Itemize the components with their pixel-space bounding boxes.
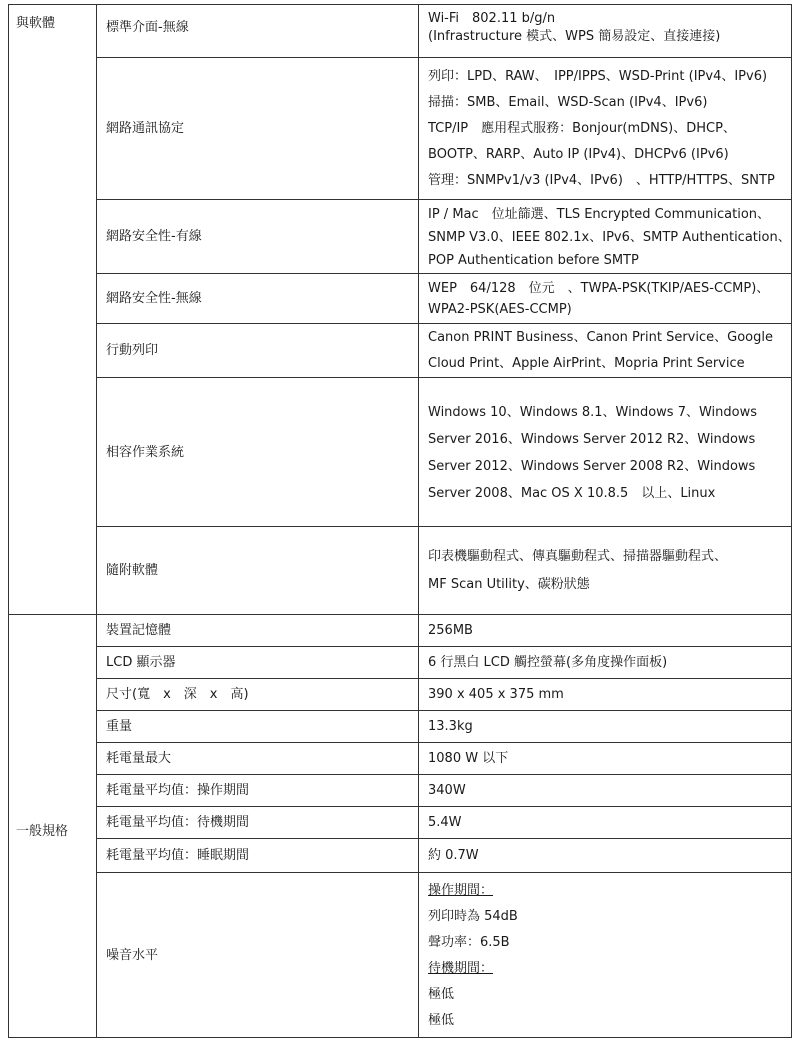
row-value	[418, 711, 792, 743]
table-row	[96, 710, 792, 743]
row-value	[418, 679, 792, 711]
table-row	[96, 872, 792, 1039]
value-line: POP Authentication before SMTP	[428, 252, 639, 268]
value-line: Server 2008、Mac OS X 10.8.5 以上、Linux	[428, 485, 716, 501]
table-row	[96, 774, 792, 807]
row-value	[418, 527, 792, 615]
value-line: WPA2-PSK(AES-CCMP)	[428, 302, 572, 317]
row-value	[418, 200, 792, 274]
table-row	[96, 323, 792, 378]
row-label: 噪音水平	[106, 948, 159, 963]
table-row	[96, 678, 792, 711]
row-label: 耗電量平均值：操作期間	[106, 783, 250, 798]
value-line: 6 行黑白 LCD 觸控螢幕(多角度操作面板)	[428, 655, 668, 670]
value-line: 1080 W 以下	[428, 751, 509, 766]
row-label: 網路安全性-有線	[106, 229, 202, 244]
value-line: Server 2016、Windows Server 2012 R2、Windows	[428, 431, 756, 447]
section-divider	[8, 614, 96, 615]
value-line: Windows 10、Windows 8.1、Windows 7、Windows	[428, 404, 758, 420]
value-line: 管理：SNMPv1/v3 (IPv4、IPv6) 、HTTP/HTTPS、SNTP	[428, 173, 775, 188]
row-label: 網路安全性-無線	[106, 291, 202, 306]
value-line: 印表機驅動程式、傳真驅動程式、掃描器驅動程式、	[428, 549, 728, 564]
table-row	[96, 838, 792, 873]
value-line: 極低	[428, 987, 455, 1002]
value-line: MF Scan Utility、碳粉狀態	[428, 577, 590, 592]
value-line: 列印：LPD、RAW、 IPP/IPPS、WSD-Print (IPv4、IPv6)	[428, 69, 768, 84]
value-line: Server 2012、Windows Server 2008 R2、Windows	[428, 458, 756, 474]
section-label-software: 與軟體	[16, 16, 56, 31]
row-label: 重量	[106, 719, 133, 734]
table-row	[96, 646, 792, 679]
value-line: SNMP V3.0、IEEE 802.1x、IPv6、SMTP Authentication、	[428, 229, 791, 245]
row-label: LCD 顯示器	[106, 655, 176, 670]
value-line: WEP 64/128 位元 、TWPA-PSK(TKIP/AES-CCMP)、	[428, 281, 770, 296]
table-row	[96, 614, 792, 647]
table-row	[96, 199, 792, 274]
row-label: 耗電量最大	[106, 751, 172, 766]
value-line: 13.3kg	[428, 719, 473, 734]
value-line: 約 0.7W	[428, 848, 479, 863]
value-line: 待機期間：	[428, 961, 494, 976]
value-line: Wi-Fi 802.11 b/g/n	[428, 11, 556, 26]
row-label: 隨附軟體	[106, 563, 159, 578]
table-row	[96, 742, 792, 775]
row-label: 尺寸(寬 x 深 x 高)	[106, 687, 249, 702]
table-row	[96, 57, 792, 200]
value-line: BOOTP、RARP、Auto IP (IPv4)、DHCPv6 (IPv6)	[428, 147, 729, 162]
value-line: 256MB	[428, 623, 473, 638]
row-value	[418, 378, 792, 527]
table-row	[96, 377, 792, 527]
row-label: 裝置記憶體	[106, 623, 172, 638]
row-label: 網路通訊協定	[106, 121, 185, 136]
row-value	[418, 775, 792, 807]
row-value	[418, 647, 792, 679]
row-value	[418, 58, 792, 200]
spec-table	[8, 4, 792, 1038]
table-row	[96, 806, 792, 839]
row-value	[418, 873, 792, 1039]
value-line: TCP/IP 應用程式服務：Bonjour(mDNS)、DHCP、	[428, 121, 736, 136]
value-line: (Infrastructure 模式、WPS 簡易設定、直接連接)	[428, 29, 721, 44]
value-line: 掃描：SMB、Email、WSD-Scan (IPv4、IPv6)	[428, 95, 708, 110]
table-row	[8, 4, 792, 52]
row-label: 耗電量平均值：待機期間	[106, 815, 250, 830]
value-line: 聲功率：6.5B	[428, 935, 510, 950]
row-label: 標準介面-無線	[106, 20, 189, 35]
row-label: 相容作業系統	[106, 444, 185, 460]
value-line: 390 x 405 x 375 mm	[428, 687, 564, 702]
value-line: 操作期間：	[428, 883, 494, 898]
value-line: Cloud Print、Apple AirPrint、Mopria Print Service	[428, 356, 745, 371]
row-value	[418, 839, 792, 873]
row-value	[418, 807, 792, 839]
value-line: 列印時為 54dB	[428, 909, 518, 924]
row-value	[418, 4, 792, 52]
value-line: IP / Mac 位址篩選、TLS Encrypted Communication、	[428, 206, 771, 222]
table-border-left	[8, 4, 9, 1038]
row-value	[418, 615, 792, 647]
section-label-general: 一般規格	[16, 824, 69, 839]
table-row	[96, 526, 792, 615]
row-value	[418, 274, 792, 324]
value-line: 340W	[428, 783, 466, 798]
row-label: 行動列印	[106, 343, 159, 358]
row-value	[418, 324, 792, 378]
value-line: 5.4W	[428, 815, 462, 830]
row-label: 耗電量平均值：睡眠期間	[106, 848, 250, 863]
row-value	[418, 743, 792, 775]
table-row	[96, 273, 792, 324]
value-line: 極低	[428, 1013, 455, 1028]
value-line: Canon PRINT Business、Canon Print Service、Google	[428, 330, 773, 345]
